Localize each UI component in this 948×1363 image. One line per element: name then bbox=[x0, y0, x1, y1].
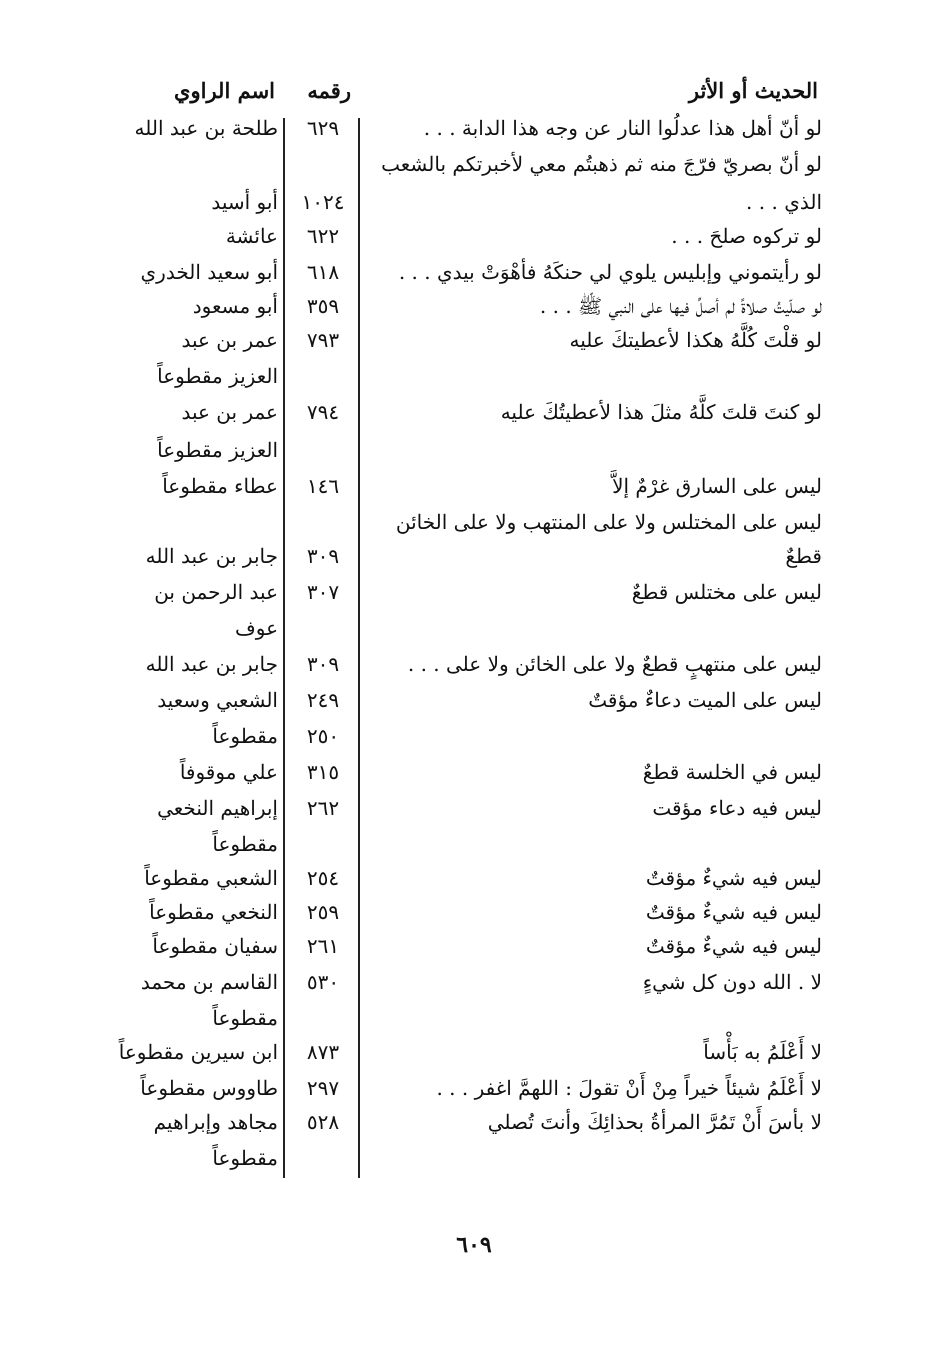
hadith-line: لو رأيتموني وإبليس يلوي لي حنكَهُ فأهْوَتْ بيدي . . . bbox=[398, 260, 822, 284]
hadith-number: ٢٥٤ bbox=[306, 866, 340, 890]
narrator-line: إبراهيم النخعي bbox=[157, 796, 278, 820]
hadith-number: ٥٣٠ bbox=[306, 970, 340, 994]
hadith-number: ٥٢٨ bbox=[306, 1110, 340, 1134]
narrator-line: مقطوعاً bbox=[212, 832, 278, 856]
hadith-number: ٢٩٧ bbox=[306, 1076, 340, 1100]
narrator-line: عبد الرحمن بن bbox=[154, 580, 278, 604]
hadith-line: لو كنتَ قلتَ كلَّهُ مثلَ هذا لأعطيتُكَ عليه bbox=[500, 400, 822, 424]
narrator-line: الشعبي مقطوعاً bbox=[144, 866, 278, 890]
hadith-number: ١٤٦ bbox=[306, 474, 340, 498]
narrator-line: عوف bbox=[235, 616, 278, 640]
hadith-number: ٣١٥ bbox=[306, 760, 340, 784]
hadith-line: لا بأسَ أَنْ تَمُرَّ المرأةُ بحذائِكَ وأنتَ تُصلي bbox=[487, 1110, 822, 1134]
narrator-line: أبو مسعود bbox=[192, 294, 278, 318]
hadith-number: ٦٢٩ bbox=[306, 116, 340, 140]
hadith-number: ٣٠٧ bbox=[306, 580, 340, 604]
hadith-line: لو قلْتَ كُلَّهُ هكذا لأعطيتكَ عليه bbox=[569, 328, 822, 352]
hadith-line: ليس على منتهبٍ قطعٌ ولا على الخائن ولا على . . . bbox=[407, 652, 822, 676]
hadith-number: ٢٤٩ bbox=[306, 688, 340, 712]
header-number: رقمه bbox=[307, 78, 351, 103]
narrator-line: أبو أسيد bbox=[211, 190, 278, 214]
hadith-line: ليس فيه شيءٌ مؤقتٌ bbox=[645, 934, 822, 958]
narrator-line: مقطوعاً bbox=[212, 1146, 278, 1170]
hadith-line: الذي . . . bbox=[746, 190, 822, 214]
hadith-line: ليس فيه دعاء مؤقت bbox=[652, 796, 822, 820]
hadith-line: ليس على الميت دعاءٌ مؤقتٌ bbox=[588, 688, 822, 712]
hadith-number: ١٠٢٤ bbox=[301, 190, 345, 214]
hadith-line: لو صلّيتُ صلاةً لم أصلِّ فيها على النبي ﷺ . . . bbox=[539, 294, 822, 318]
hadith-line: لا أَعْلَمُ شيئاً خيراً مِنْ أَنْ تقولَ : اللهمَّ اغفر . . . bbox=[436, 1076, 822, 1100]
narrator-line: النخعي مقطوعاً bbox=[149, 900, 278, 924]
hadith-line: لا . الله دون كل شيءٍ bbox=[642, 970, 822, 994]
narrator-line: مقطوعاً bbox=[212, 1006, 278, 1030]
narrator-line: طاووس مقطوعاً bbox=[140, 1076, 278, 1100]
hadith-number: ٦١٨ bbox=[306, 260, 340, 284]
header-narrator: اسم الراوي bbox=[174, 78, 275, 103]
narrator-line: ابن سيرين مقطوعاً bbox=[118, 1040, 278, 1064]
hadith-line: لو أنّ بصريّ فرّجَ منه ثم ذهبتُم معي لأخبرتكم بالشعب bbox=[381, 152, 822, 176]
narrator-line: القاسم بن محمد bbox=[140, 970, 278, 994]
hadith-number: ٢٥٠ bbox=[306, 724, 340, 748]
hadith-number: ٢٥٩ bbox=[306, 900, 340, 924]
narrator-line: عطاء مقطوعاً bbox=[162, 474, 278, 498]
column-divider-left bbox=[283, 118, 285, 1178]
narrator-line: العزيز مقطوعاً bbox=[157, 364, 278, 388]
hadith-number: ٧٩٤ bbox=[306, 400, 340, 424]
hadith-number: ٢٦١ bbox=[306, 934, 340, 958]
narrator-line: مقطوعاً bbox=[212, 724, 278, 748]
hadith-number: ٧٩٣ bbox=[306, 328, 340, 352]
hadith-line: لو أنّ أهل هذا عدلُوا النار عن وجه هذا الدابة . . . bbox=[423, 116, 822, 140]
hadith-line: قطعٌ bbox=[785, 544, 822, 568]
hadith-line: ليس على المختلس ولا على المنتهب ولا على الخائن bbox=[395, 510, 822, 534]
hadith-line: ليس على السارق غرْمٌ إلاَّ bbox=[612, 474, 822, 498]
hadith-line: لو تركوه صلحَ . . . bbox=[671, 224, 822, 248]
hadith-line: ليس فيه شيءٌ مؤقتٌ bbox=[645, 866, 822, 890]
narrator-line: عمر بن عبد bbox=[181, 328, 278, 352]
hadith-line: ليس على مختلس قطعٌ bbox=[631, 580, 822, 604]
narrator-line: الشعبي وسعيد bbox=[157, 688, 278, 712]
hadith-line: ليس فيه شيءٌ مؤقتٌ bbox=[645, 900, 822, 924]
narrator-line: طلحة بن عبد الله bbox=[134, 116, 278, 140]
column-divider-right bbox=[358, 118, 360, 1178]
narrator-line: العزيز مقطوعاً bbox=[157, 438, 278, 462]
narrator-line: جابر بن عبد الله bbox=[145, 544, 278, 568]
narrator-line: أبو سعيد الخدري bbox=[140, 260, 278, 284]
hadith-number: ٣٠٩ bbox=[306, 544, 340, 568]
narrator-line: مجاهد وإبراهيم bbox=[153, 1110, 278, 1134]
hadith-number: ٣٥٩ bbox=[306, 294, 340, 318]
narrator-line: جابر بن عبد الله bbox=[145, 652, 278, 676]
narrator-line: عائشة bbox=[225, 224, 278, 248]
hadith-number: ٣٠٩ bbox=[306, 652, 340, 676]
narrator-line: عمر بن عبد bbox=[181, 400, 278, 424]
hadith-line: لا أَعْلَمُ به بَأْساً bbox=[703, 1040, 822, 1064]
header-hadith: الحديث أو الأثر bbox=[688, 78, 818, 103]
hadith-number: ٦٢٢ bbox=[306, 224, 340, 248]
hadith-number: ٢٦٢ bbox=[306, 796, 340, 820]
hadith-line: ليس في الخلسة قطعٌ bbox=[642, 760, 822, 784]
hadith-number: ٨٧٣ bbox=[306, 1040, 340, 1064]
page-number: ٦٠٩ bbox=[456, 1232, 492, 1258]
narrator-line: سفيان مقطوعاً bbox=[152, 934, 278, 958]
narrator-line: علي موقوفاً bbox=[179, 760, 278, 784]
